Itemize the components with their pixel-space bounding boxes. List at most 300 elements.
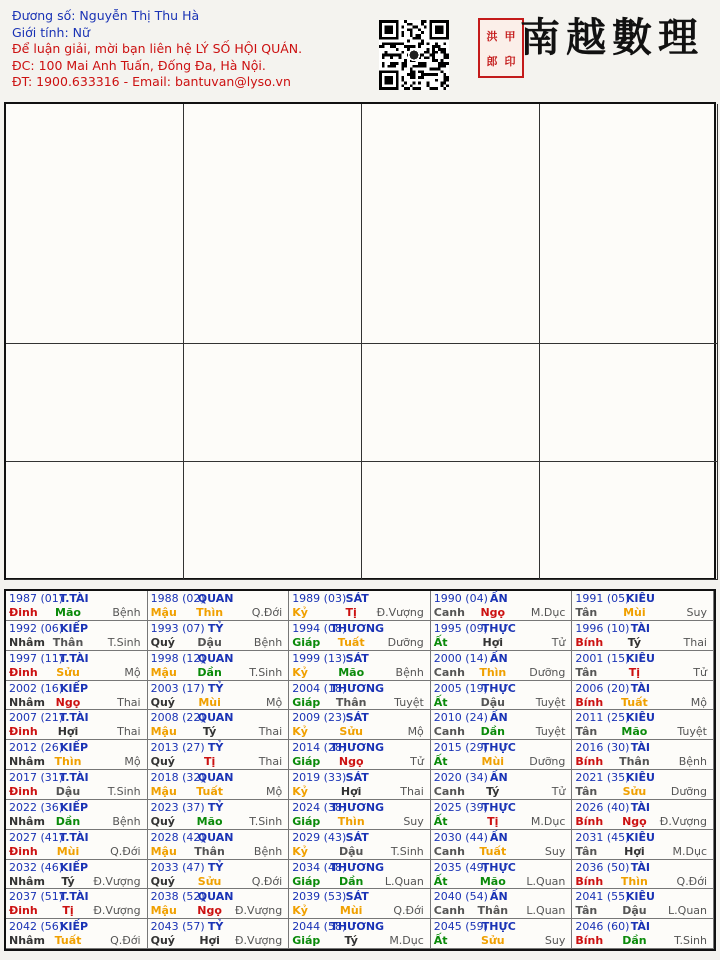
- year-status: Thai: [683, 635, 707, 649]
- year-cell: [289, 710, 431, 740]
- year-cell: [6, 710, 148, 740]
- year-ten-god: SÁT: [345, 711, 369, 725]
- year-stem: Giáp: [292, 695, 321, 709]
- year-branch: Hợi: [199, 934, 220, 948]
- year-stem: Bính: [575, 814, 604, 828]
- year-stem: Kỷ: [292, 665, 308, 679]
- dai-van-3: [362, 344, 540, 462]
- year-stem: Ất: [433, 755, 448, 769]
- year-branch: Thìn: [620, 874, 648, 888]
- year-branch: Tý: [344, 934, 358, 948]
- year-stem: Bính: [575, 635, 604, 649]
- year-cell: [431, 830, 573, 860]
- year-branch: Sửu: [56, 665, 80, 679]
- year-label: 2006 (20): [575, 681, 630, 695]
- year-ten-god: TÀI: [630, 621, 651, 635]
- year-status: Thai: [258, 755, 283, 769]
- year-branch: Dần: [197, 665, 222, 679]
- year-cell: [148, 740, 290, 770]
- year-ten-god: THỰC: [481, 920, 516, 934]
- year-label: 2028 (42): [150, 830, 205, 844]
- year-status: T.Sinh: [674, 934, 707, 948]
- year-branch: Thân: [477, 904, 509, 918]
- year-branch: Mão: [621, 725, 648, 739]
- year-ten-god: THỰC: [481, 741, 516, 755]
- year-ten-god: SÁT: [345, 651, 369, 665]
- year-status: Thai: [117, 695, 141, 709]
- year-cell: [6, 621, 148, 651]
- year-branch: Dần: [480, 725, 505, 739]
- year-status: Bệnh: [395, 665, 424, 679]
- year-branch: Mão: [338, 665, 365, 679]
- year-branch: Dậu: [55, 785, 81, 798]
- year-label: 2020 (34): [433, 771, 488, 784]
- year-stem: Bính: [575, 695, 604, 709]
- year-label: 2000 (14): [433, 651, 488, 665]
- year-ten-god: SÁT: [345, 890, 369, 904]
- year-ten-god: ẤN: [489, 771, 508, 784]
- year-stem: Canh: [433, 904, 465, 918]
- year-status: Mộ: [124, 755, 141, 769]
- year-label: 2031 (45): [575, 830, 630, 844]
- year-ten-god: T.TÀI: [59, 711, 89, 725]
- year-label: 1997 (11): [9, 651, 64, 665]
- year-ten-god: TỶ: [207, 681, 224, 695]
- year-label: 2030 (44): [433, 830, 488, 844]
- year-status: Mộ: [124, 665, 141, 679]
- year-branch: Tị: [628, 665, 641, 679]
- year-branch: Dần: [55, 814, 81, 828]
- four-pillars-table: [4, 102, 716, 580]
- year-stem: Bính: [575, 934, 604, 948]
- year-ten-god: TÀI: [630, 800, 651, 814]
- year-cell: [431, 621, 573, 651]
- year-branch: Tý: [202, 725, 217, 739]
- year-label: 2007 (21): [9, 711, 64, 725]
- year-branch: Ngọ: [55, 695, 81, 709]
- year-status: Tuyệt: [394, 695, 424, 709]
- year-cell: [572, 770, 714, 800]
- year-cell: [572, 830, 714, 860]
- year-status: Tử: [693, 665, 707, 679]
- year-cell: [431, 681, 573, 711]
- year-branch: Dần: [622, 934, 647, 948]
- year-stem: Tân: [575, 844, 598, 858]
- year-ten-god: THỰC: [481, 800, 516, 814]
- year-ten-god: TÀI: [630, 681, 651, 695]
- year-ten-god: QUAN: [197, 592, 234, 605]
- year-cell: [572, 591, 714, 621]
- year-stem: Kỷ: [292, 844, 308, 858]
- year-stem: Canh: [433, 844, 465, 858]
- dai-van-7: [362, 462, 540, 580]
- year-stem: Ất: [433, 934, 448, 948]
- year-status: Dưỡng: [387, 635, 424, 649]
- year-label: 2033 (47): [150, 860, 205, 874]
- year-status: Dưỡng: [670, 785, 707, 798]
- year-branch: Sửu: [481, 934, 505, 948]
- year-label: 1990 (04): [433, 592, 488, 605]
- year-branch: Tị: [62, 904, 74, 918]
- year-status: Đ.Vượng: [234, 934, 283, 948]
- year-ten-god: T.TÀI: [59, 890, 89, 904]
- year-branch: Tuất: [620, 695, 648, 709]
- year-status: M.Dục: [530, 814, 566, 828]
- year-stem: Giáp: [292, 874, 321, 888]
- qr-code-icon[interactable]: [379, 20, 449, 90]
- year-ten-god: KIÊU: [625, 890, 655, 904]
- year-label: 2005 (19): [433, 681, 488, 695]
- year-ten-god: THƯƠNG: [330, 800, 385, 814]
- year-branch: Thìn: [479, 665, 507, 679]
- year-status: L.Quan: [384, 874, 424, 888]
- year-status: Thai: [400, 785, 424, 798]
- year-label: 1987 (01): [9, 592, 64, 605]
- year-ten-god: TỶ: [207, 860, 224, 874]
- year-cell: [6, 860, 148, 890]
- year-stem: Ất: [433, 695, 448, 709]
- year-branch: Mùi: [339, 904, 363, 918]
- year-status: Tử: [551, 635, 566, 649]
- year-label: 2040 (54): [433, 890, 488, 904]
- year-label: 2002 (16): [9, 681, 64, 695]
- year-label: 1998 (12): [150, 651, 205, 665]
- year-cell: [6, 740, 148, 770]
- brand-logo: [478, 10, 714, 76]
- year-branch: Mùi: [56, 844, 80, 858]
- year-status: Dưỡng: [529, 665, 566, 679]
- year-branch: Dậu: [622, 904, 647, 918]
- year-branch: Sửu: [197, 874, 222, 888]
- year-label: 2009 (23): [292, 711, 347, 725]
- year-cell: [289, 830, 431, 860]
- year-label: 2046 (60): [575, 920, 630, 934]
- year-branch: Ngọ: [622, 814, 647, 828]
- header-info: [12, 8, 372, 91]
- year-stem: Giáp: [292, 814, 321, 828]
- year-status: Suy: [544, 934, 566, 948]
- year-branch: Hợi: [57, 725, 79, 739]
- contact-line: Để luận giải, mời bạn liên hệ LÝ SỐ HỘI QUÁN.: [12, 41, 303, 56]
- year-label: 1991 (05): [575, 592, 630, 605]
- year-stem: Tân: [575, 785, 598, 798]
- year-stem: Tân: [575, 725, 598, 739]
- year-branch: Mão: [55, 606, 81, 619]
- year-label: 2013 (27): [150, 741, 205, 755]
- year-ten-god: QUAN: [197, 830, 234, 844]
- year-ten-god: THỰC: [481, 621, 516, 635]
- year-label: 2003 (17): [150, 681, 205, 695]
- year-label: 2036 (50): [575, 860, 630, 874]
- year-label: 2026 (40): [575, 800, 630, 814]
- year-branch: Ngọ: [338, 755, 364, 769]
- dai-van-4: [540, 344, 718, 462]
- year-label: 1992 (06): [9, 621, 64, 635]
- year-status: Q.Đới: [110, 844, 141, 858]
- year-stem: Tân: [575, 665, 598, 679]
- year-cell: [148, 889, 290, 919]
- year-status: Đ.Vượng: [659, 814, 707, 828]
- year-status: Tử: [410, 755, 424, 769]
- year-branch: Hợi: [340, 785, 362, 798]
- year-ten-god: TỶ: [207, 920, 224, 934]
- year-status: Q.Đới: [676, 874, 707, 888]
- year-status: Mộ: [265, 785, 283, 798]
- year-label: 2041 (55): [575, 890, 630, 904]
- year-stem: Giáp: [292, 755, 321, 769]
- year-cell: [148, 651, 290, 681]
- year-cell: [6, 770, 148, 800]
- year-status: Đ.Vượng: [376, 606, 424, 619]
- year-label: 1989 (03): [292, 592, 347, 605]
- year-branch: Mão: [479, 874, 506, 888]
- logo-calligraphy: 南越數理: [520, 14, 704, 61]
- year-branch: Tị: [203, 755, 216, 769]
- year-stem: Tân: [575, 904, 598, 918]
- year-branch: Mùi: [623, 606, 646, 619]
- year-ten-god: ẤN: [489, 651, 508, 665]
- year-label: 2014 (28): [292, 741, 347, 755]
- year-branch: Dậu: [338, 844, 364, 858]
- year-cell: [6, 889, 148, 919]
- year-stem: Ất: [433, 814, 448, 828]
- year-cell: [148, 681, 290, 711]
- year-cell: [148, 710, 290, 740]
- year-branch: Tị: [487, 814, 499, 828]
- year-stem: Mậu: [150, 904, 177, 918]
- year-status: Thai: [117, 725, 141, 739]
- year-branch: Tuất: [54, 934, 82, 948]
- year-status: Bệnh: [112, 814, 141, 828]
- year-ten-god: T.TÀI: [59, 771, 89, 784]
- year-cell: [431, 919, 573, 949]
- year-label: 2034 (48): [292, 860, 347, 874]
- year-label: 1994 (08): [292, 621, 347, 635]
- year-branch: Hợi: [624, 844, 645, 858]
- year-cell: [572, 681, 714, 711]
- year-status: Q.Đới: [251, 874, 283, 888]
- year-stem: Ất: [433, 874, 448, 888]
- year-status: L.Quan: [526, 904, 566, 918]
- year-label: 2018 (32): [150, 771, 205, 784]
- year-label: 2010 (24): [433, 711, 488, 725]
- year-ten-god: QUAN: [197, 890, 234, 904]
- year-ten-god: ẤN: [489, 830, 508, 844]
- year-stem: Nhâm: [9, 635, 45, 649]
- year-label: 2044 (58): [292, 920, 347, 934]
- year-status: Đ.Vượng: [93, 874, 141, 888]
- year-status: Thai: [258, 725, 283, 739]
- year-cell: [289, 860, 431, 890]
- year-status: Mộ: [407, 725, 424, 739]
- year-stem: Kỷ: [292, 725, 308, 739]
- year-label: 1995 (09): [433, 621, 488, 635]
- year-label: 1996 (10): [575, 621, 630, 635]
- year-cell: [148, 591, 290, 621]
- year-ten-god: KIẾP: [59, 681, 89, 695]
- year-cell: [289, 770, 431, 800]
- year-label: 2039 (53): [292, 890, 347, 904]
- year-label: 2011 (25): [575, 711, 630, 725]
- year-branch: Tị: [345, 606, 357, 619]
- year-stem: Mậu: [150, 665, 177, 679]
- year-ten-god: ẤN: [489, 711, 508, 725]
- year-label: 2019 (33): [292, 771, 347, 784]
- year-ten-god: KIÊU: [625, 830, 655, 844]
- year-cell: [148, 770, 290, 800]
- year-stem: Quý: [150, 635, 175, 649]
- year-stem: Mậu: [150, 844, 177, 858]
- year-cell: [289, 800, 431, 830]
- year-branch: Ngọ: [480, 606, 506, 619]
- year-status: Q.Đới: [251, 606, 283, 619]
- year-status: Bệnh: [253, 844, 283, 858]
- year-branch: Thân: [194, 844, 225, 858]
- year-ten-god: QUAN: [197, 651, 234, 665]
- year-status: M.Dục: [530, 606, 566, 619]
- year-cell: [431, 860, 573, 890]
- dai-van-1: [6, 344, 184, 462]
- year-stem: Bính: [575, 755, 604, 769]
- year-ten-god: KIẾP: [59, 800, 89, 814]
- year-branch: Hợi: [482, 635, 504, 649]
- year-stem: Quý: [150, 934, 175, 948]
- annual-luck-table: [4, 589, 716, 951]
- year-stem: Kỷ: [292, 785, 308, 798]
- year-ten-god: SÁT: [345, 771, 369, 784]
- year-label: 2037 (51): [9, 890, 64, 904]
- year-stem: Ất: [433, 635, 448, 649]
- year-label: 2021 (35): [575, 771, 630, 784]
- year-ten-god: KIÊU: [625, 592, 655, 605]
- year-status: Dưỡng: [529, 755, 566, 769]
- year-stem: Kỷ: [292, 606, 308, 619]
- year-stem: Giáp: [292, 934, 321, 948]
- year-branch: Tuất: [337, 635, 365, 649]
- year-stem: Canh: [433, 606, 465, 619]
- year-cell: [6, 830, 148, 860]
- year-label: 2017 (31): [9, 771, 64, 784]
- year-branch: Tuất: [196, 785, 223, 798]
- year-branch: Tý: [486, 785, 500, 798]
- year-cell: [431, 770, 573, 800]
- year-label: 2038 (52): [150, 890, 205, 904]
- dai-van-2: [184, 344, 362, 462]
- year-branch: Dậu: [480, 695, 505, 709]
- year-stem: Giáp: [292, 635, 321, 649]
- year-label: 2023 (37): [150, 800, 205, 814]
- year-status: L.Quan: [526, 874, 566, 888]
- year-ten-god: KIÊU: [625, 711, 655, 725]
- year-status: Q.Đới: [393, 904, 424, 918]
- address-line: ĐC: 100 Mai Anh Tuấn, Đống Đa, Hà Nội.: [12, 57, 266, 73]
- year-label: 2004 (18): [292, 681, 347, 695]
- year-branch: Thân: [52, 635, 84, 649]
- year-cell: [572, 919, 714, 949]
- year-label: 1999 (13): [292, 651, 347, 665]
- year-cell: [6, 800, 148, 830]
- year-status: Mộ: [265, 695, 283, 709]
- year-branch: Ngọ: [197, 904, 222, 918]
- year-branch: Mùi: [198, 695, 221, 709]
- year-label: 2045 (59): [433, 920, 488, 934]
- year-stem: Đinh: [9, 606, 38, 619]
- year-status: T.Sinh: [390, 844, 424, 858]
- year-cell: [572, 651, 714, 681]
- year-cell: [572, 889, 714, 919]
- year-stem: Tân: [575, 606, 598, 619]
- year-ten-god: TỶ: [207, 741, 224, 755]
- year-stem: Quý: [150, 814, 175, 828]
- year-ten-god: KIẾP: [59, 860, 89, 874]
- year-cell: [431, 740, 573, 770]
- year-label: 2022 (36): [9, 800, 64, 814]
- year-status: Bệnh: [112, 606, 141, 619]
- dai-van-5: [6, 462, 184, 580]
- year-status: Suy: [403, 814, 424, 828]
- year-ten-god: TÀI: [630, 741, 651, 755]
- pillar-3: [362, 104, 540, 344]
- year-branch: Tý: [627, 635, 642, 649]
- year-ten-god: THƯƠNG: [330, 860, 385, 874]
- year-ten-god: T.TÀI: [59, 651, 89, 665]
- year-label: 2001 (15): [575, 651, 630, 665]
- year-label: 2027 (41): [9, 830, 64, 844]
- year-cell: [572, 800, 714, 830]
- year-label: 1993 (07): [150, 621, 205, 635]
- year-label: 2043 (57): [150, 920, 205, 934]
- year-status: Bệnh: [678, 755, 707, 769]
- year-branch: Mùi: [481, 755, 505, 769]
- year-ten-god: KIÊU: [625, 771, 655, 784]
- year-status: Tuyệt: [535, 695, 566, 709]
- year-label: 2015 (29): [433, 741, 488, 755]
- year-branch: Tuất: [479, 844, 507, 858]
- year-label: 1988 (02): [150, 592, 205, 605]
- year-ten-god: THỰC: [481, 681, 516, 695]
- year-ten-god: TÀI: [630, 920, 651, 934]
- year-status: Tử: [551, 785, 566, 798]
- year-branch: Dậu: [197, 635, 222, 649]
- year-cell: [148, 860, 290, 890]
- year-cell: [148, 830, 290, 860]
- year-stem: Mậu: [150, 785, 177, 798]
- year-cell: [289, 621, 431, 651]
- year-stem: Quý: [150, 695, 175, 709]
- year-cell: [6, 591, 148, 621]
- year-cell: [289, 889, 431, 919]
- year-status: T.Sinh: [249, 814, 283, 828]
- year-ten-god: T.TÀI: [59, 592, 89, 605]
- year-branch: Thân: [335, 695, 367, 709]
- year-cell: [572, 740, 714, 770]
- year-stem: Quý: [150, 755, 175, 769]
- year-status: Suy: [686, 606, 707, 619]
- year-status: Mộ: [690, 695, 707, 709]
- phone-email-line[interactable]: ĐT: 1900.633316 - Email: bantuvan@lyso.vn: [12, 74, 291, 89]
- year-stem: Mậu: [150, 725, 177, 739]
- year-cell: [572, 710, 714, 740]
- year-stem: Nhâm: [9, 874, 45, 888]
- year-ten-god: TỶ: [207, 621, 224, 635]
- pillar-2: [184, 104, 362, 344]
- year-status: L.Quan: [668, 904, 707, 918]
- year-branch: Dần: [338, 874, 364, 888]
- year-branch: Mão: [196, 814, 223, 828]
- year-stem: Đinh: [9, 785, 38, 798]
- year-stem: Đinh: [9, 725, 38, 739]
- year-ten-god: QUAN: [197, 771, 234, 784]
